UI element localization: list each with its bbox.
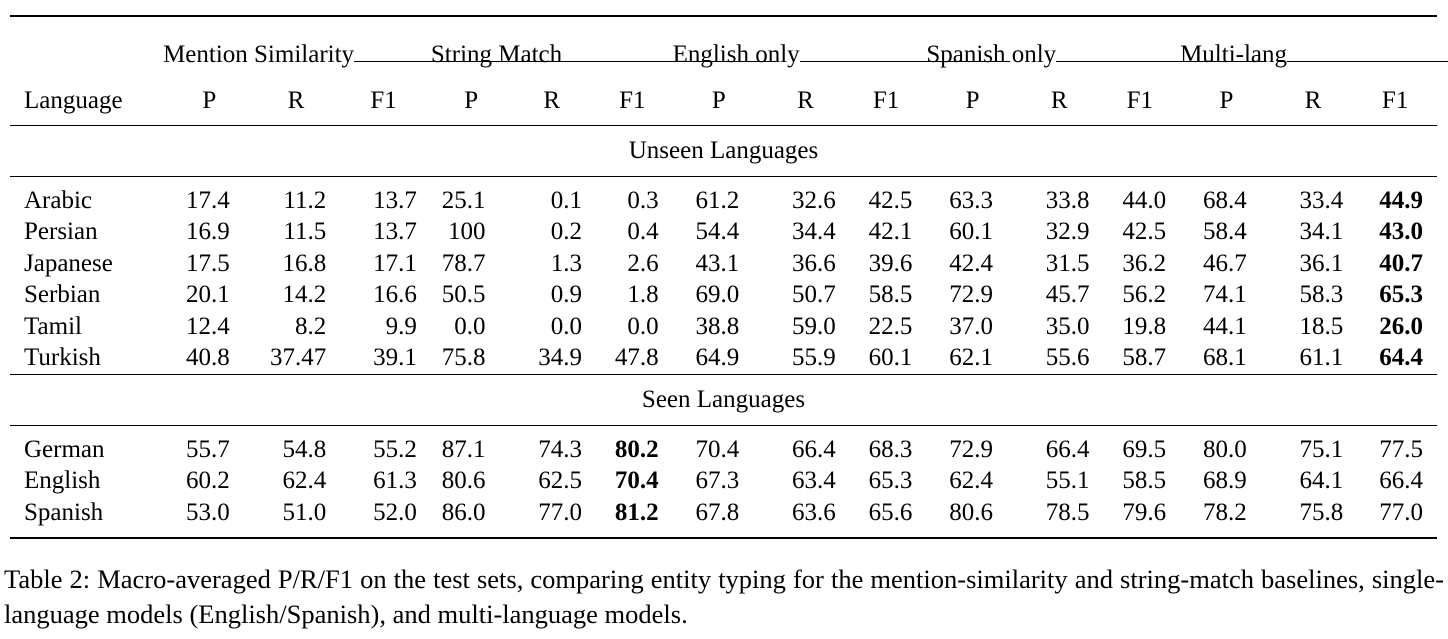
value-cell: 69.5 (1122, 435, 1167, 463)
value-cell: 14.2 (282, 281, 327, 309)
language-cell: Turkish (24, 344, 101, 372)
value-cell: 77.0 (1379, 498, 1423, 526)
value-cell: 59.0 (792, 312, 836, 340)
value-cell: 68.4 (1202, 186, 1247, 214)
value-cell: 11.5 (283, 218, 327, 246)
group-header-english-only (673, 16, 927, 77)
value-cell: 33.4 (1299, 186, 1344, 214)
group-label: String Match (430, 41, 563, 68)
metric-header: R (1050, 87, 1068, 114)
group-label: Spanish only (926, 41, 1057, 68)
value-cell: 75.8 (441, 344, 486, 372)
value-cell: 64.9 (695, 344, 740, 372)
value-cell: 45.7 (1045, 281, 1090, 309)
value-cell: 0.1 (550, 186, 582, 214)
value-cell: 66.4 (1045, 435, 1090, 463)
value-cell: 34.1 (1299, 218, 1344, 246)
value-cell: 42.4 (949, 249, 993, 277)
value-cell: 72.9 (949, 281, 993, 309)
value-cell: 66.4 (792, 435, 836, 463)
group-header-mention-similarity (163, 16, 431, 77)
language-header: Language (24, 87, 123, 114)
value-cell: 58.3 (1299, 281, 1344, 309)
section-title: Unseen Languages (628, 137, 819, 164)
value-cell: 63.4 (792, 467, 836, 495)
metric-header: R (287, 87, 305, 114)
value-cell: 32.6 (792, 186, 836, 214)
value-cell: 20.1 (185, 281, 230, 309)
value-cell: 55.7 (185, 435, 230, 463)
best-value: 26.0 (1379, 312, 1423, 340)
value-cell: 11.2 (283, 186, 327, 214)
value-cell: 80.0 (1202, 435, 1247, 463)
metric-header: P (711, 87, 726, 114)
value-cell: 60.1 (868, 344, 913, 372)
value-cell: 80.6 (949, 498, 993, 526)
value-cell (1353, 280, 1437, 312)
language-cell: German (24, 435, 105, 463)
value-cell: 62.5 (538, 467, 582, 495)
value-cell: 1.3 (550, 249, 582, 277)
group-header-spanish-only (926, 16, 1180, 77)
value-cell: 16.8 (282, 249, 327, 277)
value-cell: 78.7 (441, 249, 486, 277)
value-cell: 32.9 (1045, 218, 1090, 246)
value-cell: 66.4 (1379, 467, 1423, 495)
metric-header: R (543, 87, 561, 114)
value-cell: 34.4 (792, 218, 836, 246)
value-cell: 100 (447, 218, 486, 246)
language-cell: Japanese (24, 249, 113, 277)
value-cell: 74.1 (1202, 281, 1247, 309)
value-cell: 43.1 (695, 249, 740, 277)
value-cell: 17.1 (373, 249, 417, 277)
value-cell: 65.3 (868, 467, 913, 495)
value-cell: 61.3 (373, 467, 417, 495)
value-cell: 63.3 (949, 186, 993, 214)
metric-header: F1 (619, 87, 646, 114)
value-cell (592, 466, 673, 498)
value-cell: 44.1 (1202, 312, 1247, 340)
value-cell: 31.5 (1045, 249, 1090, 277)
value-cell: 38.8 (695, 312, 740, 340)
value-cell: 58.4 (1202, 218, 1247, 246)
best-value: 65.3 (1379, 281, 1423, 309)
value-cell: 60.2 (185, 467, 230, 495)
value-cell: 68.3 (868, 435, 913, 463)
value-cell: 16.6 (373, 281, 417, 309)
value-cell: 19.8 (1122, 312, 1167, 340)
value-cell: 50.5 (441, 281, 486, 309)
value-cell: 52.0 (373, 498, 417, 526)
best-value: 44.9 (1379, 186, 1423, 214)
spacer-cell (10, 177, 1437, 186)
value-cell: 37.0 (949, 312, 993, 340)
group-label: Multi-lang (1180, 41, 1288, 68)
language-cell: Persian (24, 218, 98, 246)
value-cell: 0.9 (550, 281, 582, 309)
value-cell: 2.6 (627, 249, 659, 277)
value-cell: 12.4 (185, 312, 230, 340)
value-cell: 53.0 (185, 498, 230, 526)
value-cell: 40.8 (185, 344, 230, 372)
corner-cell (10, 16, 163, 77)
value-cell: 77.0 (538, 498, 582, 526)
value-cell: 34.9 (538, 344, 582, 372)
value-cell: 79.6 (1122, 498, 1167, 526)
value-cell: 62.1 (949, 344, 993, 372)
value-cell: 54.4 (695, 218, 740, 246)
language-cell: English (24, 467, 101, 495)
section-header-row (10, 375, 1437, 426)
value-cell (1353, 248, 1437, 280)
best-value: 40.7 (1379, 249, 1423, 277)
value-cell: 67.3 (695, 467, 740, 495)
value-cell: 17.4 (185, 186, 230, 214)
value-cell: 56.2 (1122, 281, 1167, 309)
metric-header: F1 (1126, 87, 1153, 114)
language-cell: Spanish (24, 498, 104, 526)
value-cell: 33.8 (1045, 186, 1090, 214)
value-cell: 68.9 (1202, 467, 1247, 495)
value-cell (1353, 343, 1437, 375)
value-cell: 13.7 (373, 218, 417, 246)
value-cell (592, 434, 673, 466)
language-cell: Tamil (24, 312, 82, 340)
value-cell: 42.5 (1122, 218, 1167, 246)
value-cell: 36.2 (1122, 249, 1167, 277)
metric-header: R (1304, 87, 1322, 114)
section-title: Seen Languages (641, 386, 806, 413)
value-cell: 42.1 (868, 218, 913, 246)
metric-header: R (797, 87, 814, 114)
value-cell: 58.5 (868, 281, 913, 309)
results-table (10, 15, 1437, 539)
table-row (10, 466, 1437, 498)
value-cell: 74.3 (538, 435, 582, 463)
value-cell: 16.9 (185, 218, 230, 246)
value-cell: 47.8 (614, 344, 659, 372)
table-caption: Table 2: Macro-averaged P/R/F1 on the test sets, comparing entity typing for the mention-similarity and string-match baselines, single-language models (English/Spanish), and multi-language models. (4, 564, 1444, 629)
value-cell: 67.8 (695, 498, 740, 526)
value-cell: 0.0 (627, 312, 659, 340)
value-cell: 1.8 (627, 281, 659, 309)
group-header-string-match (431, 16, 673, 77)
best-value: 70.4 (614, 467, 659, 495)
best-value: 64.4 (1379, 344, 1423, 372)
table-body (10, 16, 1437, 538)
metric-header: P (464, 87, 479, 114)
value-cell: 87.1 (441, 435, 486, 463)
group-underline (1287, 61, 1448, 62)
group-label: English only (672, 41, 800, 68)
section-header-row (10, 126, 1437, 177)
value-cell: 0.3 (627, 186, 659, 214)
table-row (10, 497, 1437, 538)
value-cell: 55.9 (792, 344, 836, 372)
value-cell: 8.2 (295, 312, 327, 340)
best-value: 80.2 (614, 435, 659, 463)
value-cell: 86.0 (441, 498, 486, 526)
value-cell: 39.6 (868, 249, 913, 277)
value-cell: 58.5 (1122, 467, 1167, 495)
value-cell (1353, 185, 1437, 217)
metric-header: F1 (370, 87, 397, 114)
column-header-row (10, 77, 1437, 126)
metric-header: F1 (1381, 87, 1409, 114)
value-cell: 55.6 (1045, 344, 1090, 372)
best-value: 81.2 (614, 498, 659, 526)
value-cell: 78.2 (1202, 498, 1247, 526)
value-cell: 35.0 (1045, 312, 1090, 340)
value-cell: 64.1 (1299, 467, 1344, 495)
spacer-cell (10, 426, 1437, 435)
value-cell: 50.7 (792, 281, 836, 309)
table-row (10, 343, 1437, 375)
value-cell: 22.5 (868, 312, 913, 340)
table-row (10, 217, 1437, 249)
value-cell: 51.0 (282, 498, 327, 526)
table-row (10, 248, 1437, 280)
table-row (10, 434, 1437, 466)
value-cell: 0.0 (454, 312, 486, 340)
group-label: Mention Similarity (163, 41, 355, 68)
value-cell: 55.1 (1045, 467, 1090, 495)
value-cell: 54.8 (282, 435, 327, 463)
value-cell: 72.9 (949, 435, 993, 463)
table-row (10, 311, 1437, 343)
section-rule (10, 177, 1437, 186)
value-cell: 78.5 (1045, 498, 1090, 526)
value-cell: 80.6 (441, 467, 486, 495)
value-cell: 77.5 (1379, 435, 1423, 463)
value-cell: 9.9 (385, 312, 417, 340)
value-cell: 65.6 (868, 498, 913, 526)
value-cell: 61.1 (1299, 344, 1344, 372)
value-cell: 0.4 (627, 218, 659, 246)
value-cell: 18.5 (1299, 312, 1344, 340)
table-row (10, 185, 1437, 217)
value-cell: 70.4 (695, 435, 740, 463)
value-cell: 60.1 (949, 218, 993, 246)
value-cell: 61.2 (695, 186, 740, 214)
metric-header: P (965, 87, 980, 114)
value-cell (1353, 311, 1437, 343)
value-cell: 36.1 (1299, 249, 1344, 277)
language-cell: Arabic (24, 186, 93, 214)
value-cell: 46.7 (1202, 249, 1247, 277)
value-cell: 0.0 (550, 312, 582, 340)
value-cell: 55.2 (373, 435, 417, 463)
value-cell: 44.0 (1122, 186, 1167, 214)
group-header-row (10, 16, 1437, 77)
value-cell: 17.5 (185, 249, 230, 277)
value-cell: 75.1 (1299, 435, 1344, 463)
section-rule (10, 426, 1437, 435)
value-cell: 13.7 (373, 186, 417, 214)
value-cell: 62.4 (282, 467, 327, 495)
value-cell: 42.5 (868, 186, 913, 214)
value-cell: 63.6 (792, 498, 836, 526)
value-cell: 62.4 (949, 467, 993, 495)
value-cell: 25.1 (441, 186, 486, 214)
value-cell: 36.6 (792, 249, 836, 277)
value-cell: 39.1 (373, 344, 417, 372)
value-cell: 58.7 (1122, 344, 1167, 372)
value-cell: 37.47 (270, 344, 327, 372)
value-cell: 69.0 (695, 281, 740, 309)
value-cell: 75.8 (1299, 498, 1344, 526)
metric-header: P (202, 87, 217, 114)
value-cell: 68.1 (1202, 344, 1247, 372)
group-header-multi-lang (1180, 16, 1437, 77)
metric-header: F1 (872, 87, 900, 114)
value-cell (592, 497, 673, 538)
table-row (10, 280, 1437, 312)
best-value: 43.0 (1379, 218, 1423, 246)
language-cell: Serbian (24, 281, 101, 309)
value-cell (1353, 217, 1437, 249)
metric-header: P (1219, 87, 1234, 114)
value-cell: 0.2 (550, 218, 582, 246)
